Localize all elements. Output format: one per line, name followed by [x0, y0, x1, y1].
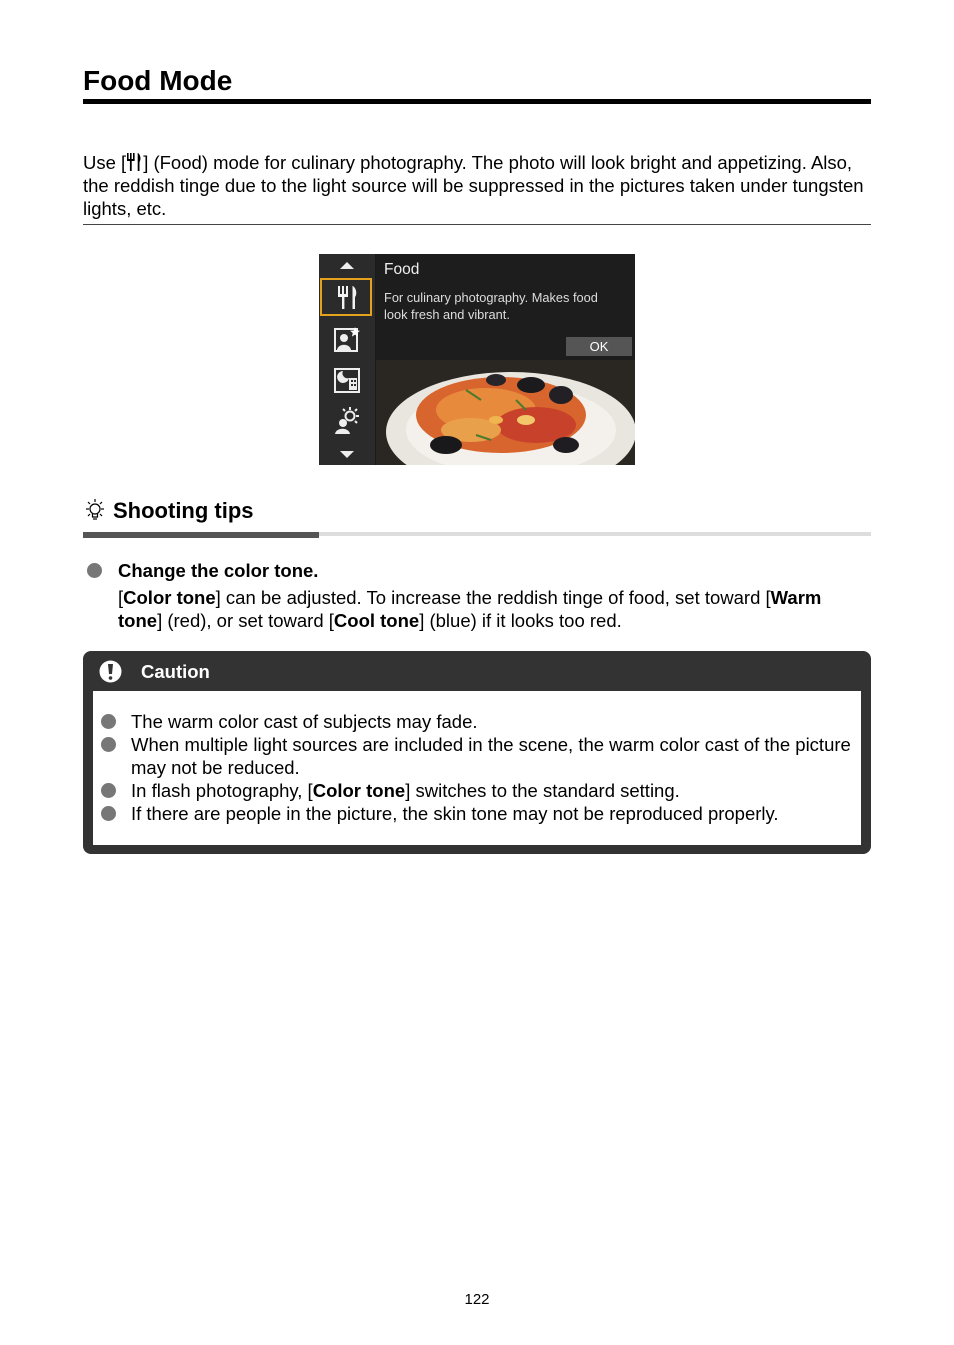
- portrait-star-icon: [333, 325, 361, 353]
- arrow-up-icon: [340, 262, 354, 269]
- tip-text: ] can be adjusted. To increase the reddish tinge of food, set toward [: [215, 587, 771, 608]
- tip-text: [: [118, 587, 124, 608]
- bullet-icon: [101, 714, 116, 729]
- bullet-icon: [101, 783, 116, 798]
- intro-suffix: ] (Food) mode for culinary photography. The photo will look bright and appetizing. Also, the reddish tinge due to the light source will be suppressed in the pictures taken under tungsten lights, etc.: [83, 152, 864, 219]
- caution-box: [83, 651, 871, 854]
- page-title: Food Mode: [83, 65, 233, 96]
- caution-item: If there are people in the picture, the skin tone may not be reproduced properly.: [131, 803, 779, 824]
- caution-content: [93, 691, 861, 845]
- camera-screen: [319, 254, 635, 465]
- bullet-icon: [101, 737, 116, 752]
- mode-title: Food: [384, 261, 420, 278]
- caution-text: In flash photography, [: [131, 780, 313, 801]
- tip-bold-color-tone: Color tone: [123, 587, 216, 608]
- shooting-tips-title: Shooting tips: [113, 498, 254, 523]
- intro-divider: [83, 224, 871, 225]
- title-divider: [83, 99, 871, 104]
- caution-bold-color-tone: Color tone: [312, 780, 406, 801]
- tip-bold-cool-tone: Cool tone: [333, 610, 420, 631]
- backlight-icon: [333, 407, 361, 435]
- tip-heading: Change the color tone.: [118, 560, 319, 581]
- food-icon: [333, 283, 361, 311]
- caution-item: When multiple light sources are included in the scene, the warm color cast of the picture may not be reduced.: [131, 734, 851, 778]
- night-portrait-icon: [333, 366, 361, 394]
- intro-prefix: Use [: [83, 152, 127, 173]
- food-mode-icon: [126, 152, 143, 172]
- lightbulb-icon: [83, 498, 107, 522]
- bullet-icon: [101, 806, 116, 821]
- caution-icon: [99, 660, 122, 683]
- tips-divider-dark: [83, 532, 319, 538]
- intro-paragraph: [83, 151, 873, 220]
- mode-icon-strip: [319, 254, 375, 465]
- mode-description: For culinary photography. Makes food look fresh and vibrant.: [384, 290, 598, 322]
- food-photo: [376, 360, 635, 465]
- tip-body: [118, 586, 868, 632]
- tip-text: ] (red), or set toward [: [157, 610, 334, 631]
- mode-info-panel: [376, 254, 635, 360]
- bullet-icon: [87, 563, 102, 578]
- tips-divider-light: [319, 532, 871, 536]
- caution-item: [131, 779, 851, 802]
- ok-button[interactable]: OK: [566, 337, 632, 356]
- tip-text: ] (blue) if it looks too red.: [419, 610, 622, 631]
- caution-label: Caution: [141, 661, 210, 682]
- caution-text: ] switches to the standard setting.: [405, 780, 680, 801]
- page-number: 122: [464, 1291, 490, 1308]
- tip-bold-warm-tone: Warm tone: [118, 587, 822, 631]
- caution-item: The warm color cast of subjects may fade.: [131, 711, 478, 732]
- arrow-down-icon: [340, 451, 354, 458]
